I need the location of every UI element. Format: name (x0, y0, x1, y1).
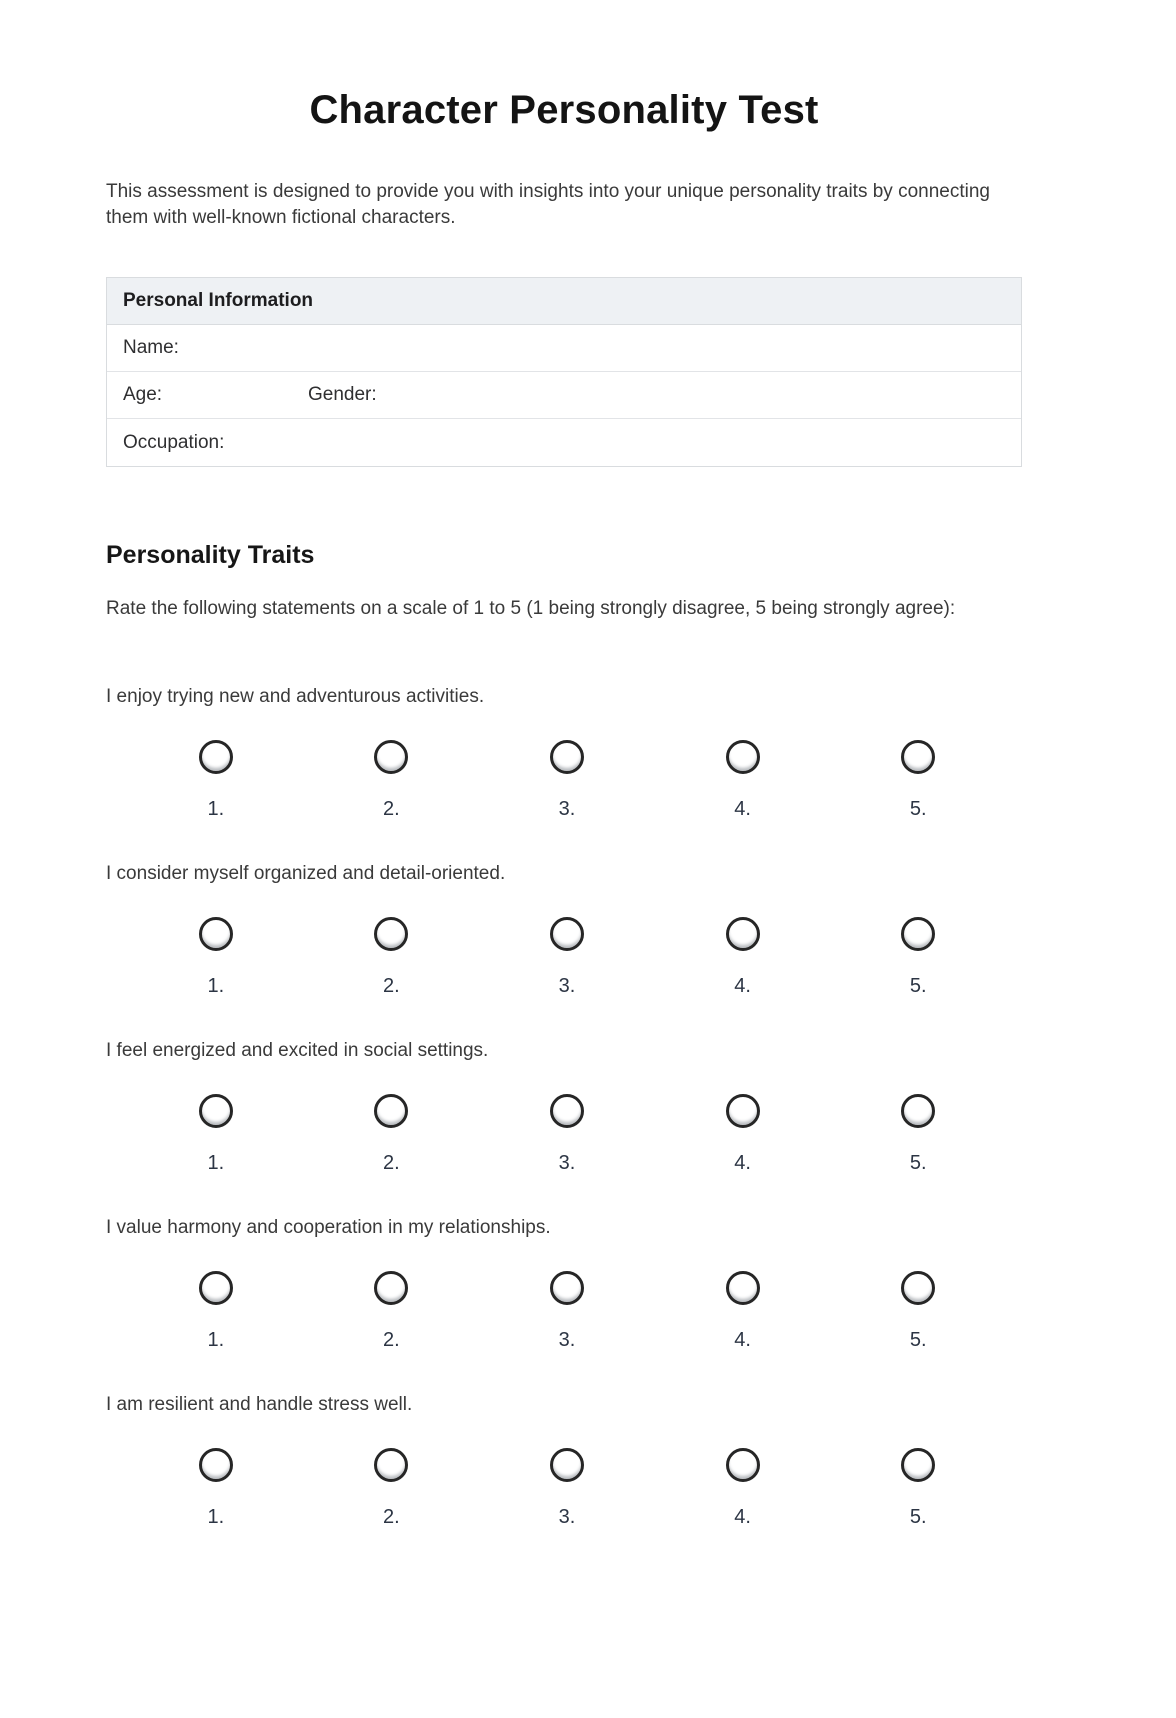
scale-labels-row (128, 975, 1006, 998)
scale-label-2: 2. (383, 798, 400, 820)
occupation-input[interactable] (224, 432, 1005, 454)
statement-block-2 (106, 863, 1022, 998)
radio-s1-4[interactable] (726, 740, 760, 774)
occupation-label: Occupation: (123, 431, 225, 453)
statement-text: I am resilient and handle stress well. (106, 1394, 413, 1415)
personal-info-header: Personal Information (107, 278, 1021, 325)
scale-label-2: 2. (383, 1152, 400, 1174)
statement-block-3 (106, 1040, 1022, 1175)
radio-s4-1[interactable] (199, 1271, 233, 1305)
radio-s2-5[interactable] (901, 917, 935, 951)
statement-block-4 (106, 1217, 1022, 1352)
radio-s4-5[interactable] (901, 1271, 935, 1305)
scale-label-2: 2. (383, 1329, 400, 1351)
traits-section-heading: Personality Traits (106, 541, 315, 569)
radio-row (128, 1271, 1006, 1305)
scale-label-3: 3. (558, 1506, 576, 1528)
radio-s4-3[interactable] (550, 1271, 584, 1305)
radio-s3-2[interactable] (374, 1094, 408, 1128)
radio-s5-2[interactable] (374, 1448, 408, 1482)
field-row-name (107, 325, 1021, 372)
scale-label-5: 5. (909, 1506, 927, 1528)
radio-s2-2[interactable] (374, 917, 408, 951)
radio-s3-4[interactable] (726, 1094, 760, 1128)
radio-s3-3[interactable] (550, 1094, 584, 1128)
rating-instruction: Rate the following statements on a scale of 1 to 5 (1 being strongly disagree, 5 being strongly agree): (106, 598, 956, 619)
radio-s5-1[interactable] (199, 1448, 233, 1482)
radio-row (128, 1094, 1006, 1128)
name-input[interactable] (179, 337, 1005, 359)
scale-label-5: 5. (909, 798, 927, 820)
statement-block-1 (106, 686, 1022, 821)
scale-label-1: 1. (207, 975, 225, 997)
scale-label-5: 5. (909, 1152, 927, 1174)
age-label: Age: (123, 384, 163, 405)
radio-s2-3[interactable] (550, 917, 584, 951)
scale-label-4: 4. (734, 1506, 751, 1528)
page-title: Character Personality Test (309, 88, 819, 132)
name-label: Name: (123, 337, 179, 358)
scale-label-4: 4. (734, 798, 751, 820)
field-row-age-gender (107, 372, 1021, 419)
statements-list (106, 686, 1022, 1529)
gender-input[interactable] (377, 384, 1005, 406)
scale-label-3: 3. (558, 975, 576, 997)
scale-label-5: 5. (909, 975, 927, 997)
radio-s5-5[interactable] (901, 1448, 935, 1482)
radio-s5-4[interactable] (726, 1448, 760, 1482)
radio-s5-3[interactable] (550, 1448, 584, 1482)
scale-label-2: 2. (383, 1506, 400, 1528)
radio-s2-1[interactable] (199, 917, 233, 951)
scale-labels-row (128, 1152, 1006, 1175)
scale-labels-row (128, 1506, 1006, 1529)
scale-label-1: 1. (207, 798, 225, 820)
field-row-occupation (107, 419, 1021, 466)
scale-label-1: 1. (207, 1329, 225, 1351)
scale-labels-row (128, 798, 1006, 821)
radio-s1-5[interactable] (901, 740, 935, 774)
intro-paragraph: This assessment is designed to provide you with insights into your unique personality traits by connecting them with well-known fictional characters. (106, 181, 990, 228)
personal-info-table (106, 277, 1022, 467)
statement-text: I consider myself organized and detail-oriented. (106, 863, 506, 884)
radio-s3-5[interactable] (901, 1094, 935, 1128)
scale-label-1: 1. (207, 1152, 225, 1174)
radio-s3-1[interactable] (199, 1094, 233, 1128)
scale-label-4: 4. (734, 1152, 751, 1174)
statement-block-5 (106, 1394, 1022, 1529)
radio-s1-1[interactable] (199, 740, 233, 774)
document-page (0, 88, 1176, 1529)
scale-label-2: 2. (383, 975, 400, 997)
radio-s4-2[interactable] (374, 1271, 408, 1305)
scale-label-3: 3. (558, 1152, 576, 1174)
statement-text: I enjoy trying new and adventurous activities. (106, 686, 485, 707)
scale-label-5: 5. (909, 1329, 927, 1351)
scale-labels-row (128, 1329, 1006, 1352)
radio-s4-4[interactable] (726, 1271, 760, 1305)
statement-text: I value harmony and cooperation in my relationships. (106, 1217, 551, 1238)
gender-label: Gender: (308, 384, 377, 405)
scale-label-3: 3. (558, 798, 576, 820)
radio-s1-3[interactable] (550, 740, 584, 774)
radio-row (128, 1448, 1006, 1482)
scale-label-4: 4. (734, 1329, 751, 1351)
radio-row (128, 917, 1006, 951)
radio-row (128, 740, 1006, 774)
scale-label-4: 4. (734, 975, 751, 997)
radio-s1-2[interactable] (374, 740, 408, 774)
scale-label-1: 1. (207, 1506, 225, 1528)
statement-text: I feel energized and excited in social settings. (106, 1040, 489, 1061)
radio-s2-4[interactable] (726, 917, 760, 951)
scale-label-3: 3. (558, 1329, 576, 1351)
